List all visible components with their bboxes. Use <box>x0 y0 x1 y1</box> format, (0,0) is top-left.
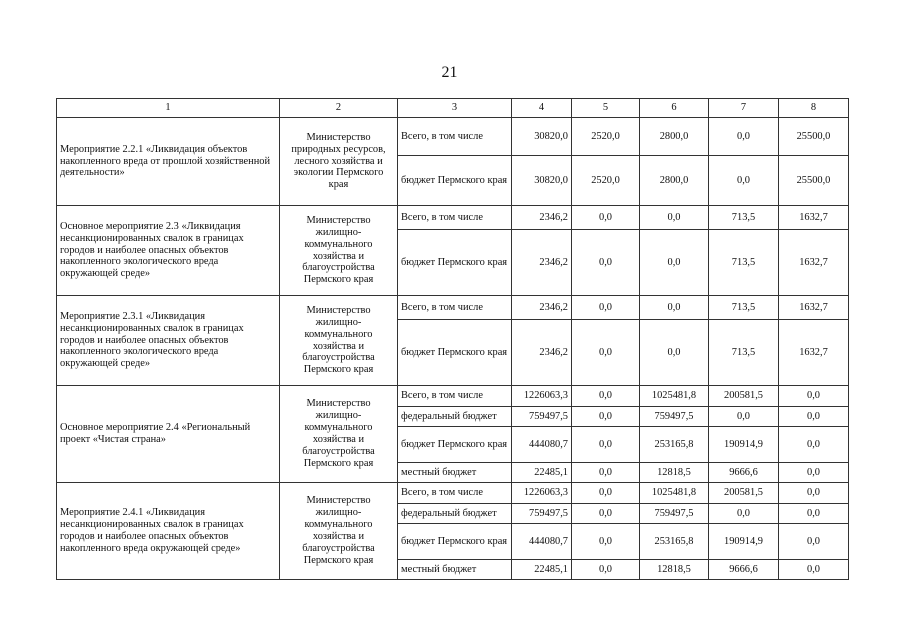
funding-source-cell: бюджет Пермского края <box>398 524 512 560</box>
amount-cell: 759497,5 <box>640 407 709 427</box>
amount-cell: 0,0 <box>572 504 640 524</box>
amount-cell: 200581,5 <box>709 386 779 407</box>
amount-cell: 0,0 <box>779 524 849 560</box>
funding-source-cell: Всего, в том числе <box>398 296 512 320</box>
amount-cell: 1226063,3 <box>512 386 572 407</box>
amount-cell: 200581,5 <box>709 483 779 504</box>
table-row <box>57 483 849 504</box>
budget-table <box>56 98 849 580</box>
amount-cell: 2520,0 <box>572 118 640 156</box>
amount-cell: 0,0 <box>709 407 779 427</box>
amount-cell: 190914,9 <box>709 524 779 560</box>
funding-source-cell: бюджет Пермского края <box>398 320 512 386</box>
amount-cell: 0,0 <box>779 407 849 427</box>
event-name-cell: Основное мероприятие 2.3 «Ликвидация несанкционированных свалок в границах городов и наиболее опасных объектов накопленного экологического вреда окружающей среде» <box>57 206 280 296</box>
amount-cell: 2346,2 <box>512 320 572 386</box>
amount-cell: 0,0 <box>572 206 640 230</box>
amount-cell: 1632,7 <box>779 320 849 386</box>
amount-cell: 12818,5 <box>640 463 709 483</box>
executor-cell: Министерство жилищно-коммунального хозяйства и благоустройства Пермского края <box>280 386 398 483</box>
amount-cell: 2800,0 <box>640 156 709 206</box>
event-name-cell: Мероприятие 2.3.1 «Ликвидация несанкционированных свалок в границах городов и наиболее опасных объектов накопленного экологического вреда окружающей среде» <box>57 296 280 386</box>
amount-cell: 0,0 <box>640 230 709 296</box>
amount-cell: 759497,5 <box>640 504 709 524</box>
amount-cell: 9666,6 <box>709 560 779 580</box>
amount-cell: 0,0 <box>640 206 709 230</box>
executor-cell: Министерство жилищно-коммунального хозяйства и благоустройства Пермского края <box>280 483 398 580</box>
amount-cell: 22485,1 <box>512 560 572 580</box>
amount-cell: 0,0 <box>572 560 640 580</box>
funding-source-cell: Всего, в том числе <box>398 206 512 230</box>
amount-cell: 759497,5 <box>512 407 572 427</box>
table-row <box>57 386 849 407</box>
funding-source-cell: местный бюджет <box>398 560 512 580</box>
amount-cell: 0,0 <box>709 156 779 206</box>
funding-source-cell: федеральный бюджет <box>398 407 512 427</box>
amount-cell: 1632,7 <box>779 230 849 296</box>
amount-cell: 0,0 <box>709 118 779 156</box>
executor-cell: Министерство жилищно-коммунального хозяйства и благоустройства Пермского края <box>280 206 398 296</box>
amount-cell: 1025481,8 <box>640 483 709 504</box>
event-name-cell: Основное мероприятие 2.4 «Региональный проект «Чистая страна» <box>57 386 280 483</box>
header-cell: 6 <box>640 99 709 118</box>
table-row <box>57 206 849 230</box>
table-row <box>57 118 849 156</box>
amount-cell: 0,0 <box>572 320 640 386</box>
amount-cell: 713,5 <box>709 296 779 320</box>
amount-cell: 0,0 <box>572 230 640 296</box>
executor-cell: Министерство жилищно-коммунального хозяйства и благоустройства Пермского края <box>280 296 398 386</box>
amount-cell: 253165,8 <box>640 524 709 560</box>
amount-cell: 2346,2 <box>512 230 572 296</box>
amount-cell: 12818,5 <box>640 560 709 580</box>
header-cell: 1 <box>57 99 280 118</box>
amount-cell: 0,0 <box>640 320 709 386</box>
amount-cell: 1632,7 <box>779 296 849 320</box>
header-cell: 8 <box>779 99 849 118</box>
funding-source-cell: местный бюджет <box>398 463 512 483</box>
funding-source-cell: Всего, в том числе <box>398 118 512 156</box>
amount-cell: 30820,0 <box>512 118 572 156</box>
amount-cell: 2346,2 <box>512 296 572 320</box>
amount-cell: 0,0 <box>572 427 640 463</box>
amount-cell: 0,0 <box>779 427 849 463</box>
amount-cell: 2520,0 <box>572 156 640 206</box>
amount-cell: 190914,9 <box>709 427 779 463</box>
amount-cell: 0,0 <box>779 483 849 504</box>
amount-cell: 25500,0 <box>779 118 849 156</box>
header-row <box>57 99 849 118</box>
amount-cell: 253165,8 <box>640 427 709 463</box>
header-cell: 3 <box>398 99 512 118</box>
funding-source-cell: федеральный бюджет <box>398 504 512 524</box>
funding-source-cell: Всего, в том числе <box>398 483 512 504</box>
amount-cell: 0,0 <box>779 504 849 524</box>
header-cell: 5 <box>572 99 640 118</box>
executor-cell: Министерство природных ресурсов, лесного хозяйства и экологии Пермского края <box>280 118 398 206</box>
amount-cell: 713,5 <box>709 206 779 230</box>
amount-cell: 2346,2 <box>512 206 572 230</box>
table-row <box>57 296 849 320</box>
table-body <box>57 99 849 580</box>
amount-cell: 0,0 <box>779 463 849 483</box>
amount-cell: 30820,0 <box>512 156 572 206</box>
amount-cell: 2800,0 <box>640 118 709 156</box>
page-number: 21 <box>441 64 458 81</box>
funding-source-cell: бюджет Пермского края <box>398 427 512 463</box>
amount-cell: 0,0 <box>572 524 640 560</box>
amount-cell: 25500,0 <box>779 156 849 206</box>
funding-source-cell: Всего, в том числе <box>398 386 512 407</box>
amount-cell: 759497,5 <box>512 504 572 524</box>
funding-source-cell: бюджет Пермского края <box>398 156 512 206</box>
amount-cell: 713,5 <box>709 230 779 296</box>
amount-cell: 9666,6 <box>709 463 779 483</box>
amount-cell: 0,0 <box>572 386 640 407</box>
amount-cell: 0,0 <box>709 504 779 524</box>
amount-cell: 0,0 <box>572 463 640 483</box>
header-cell: 4 <box>512 99 572 118</box>
amount-cell: 22485,1 <box>512 463 572 483</box>
amount-cell: 0,0 <box>779 386 849 407</box>
amount-cell: 1226063,3 <box>512 483 572 504</box>
amount-cell: 1025481,8 <box>640 386 709 407</box>
amount-cell: 444080,7 <box>512 524 572 560</box>
amount-cell: 0,0 <box>779 560 849 580</box>
amount-cell: 0,0 <box>572 483 640 504</box>
amount-cell: 0,0 <box>572 407 640 427</box>
event-name-cell: Мероприятие 2.4.1 «Ликвидация несанкционированных свалок в границах городов и наиболее опасных объектов накопленного вреда окружающей среде» <box>57 483 280 580</box>
event-name-cell: Мероприятие 2.2.1 «Ликвидация объектов накопленного вреда от прошлой хозяйственной деятельности» <box>57 118 280 206</box>
header-cell: 7 <box>709 99 779 118</box>
funding-source-cell: бюджет Пермского края <box>398 230 512 296</box>
header-cell: 2 <box>280 99 398 118</box>
amount-cell: 1632,7 <box>779 206 849 230</box>
amount-cell: 444080,7 <box>512 427 572 463</box>
amount-cell: 0,0 <box>640 296 709 320</box>
amount-cell: 713,5 <box>709 320 779 386</box>
amount-cell: 0,0 <box>572 296 640 320</box>
